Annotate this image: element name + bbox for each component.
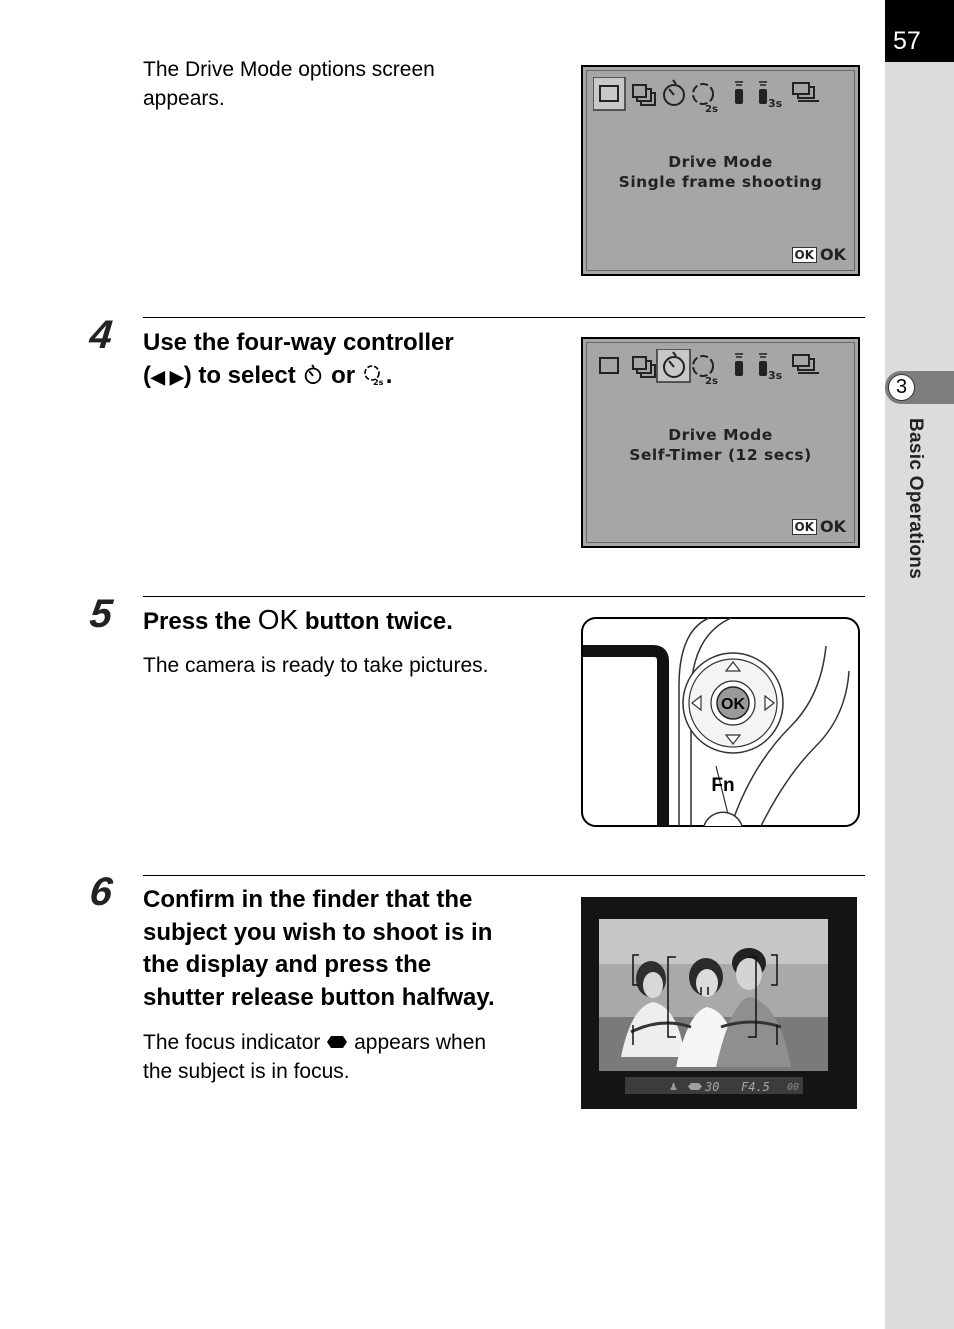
shutter-speed: 30 (705, 1080, 720, 1094)
step6-title: Confirm in the finder that the subject you wish to shoot is in the display and press the shutter release button halfway. (143, 886, 495, 1011)
screen-title: Drive Mode (668, 153, 773, 171)
focus-indicator-icon (326, 1035, 348, 1049)
ok-indicator: OK OK (792, 245, 847, 264)
fn-button-label: Fn (711, 775, 735, 796)
step-number: 5 (87, 592, 115, 636)
divider (143, 596, 865, 597)
step5-body: The camera is ready to take pictures. (143, 654, 489, 677)
ok-indicator: OK OK (792, 517, 847, 536)
four-way-controller-illustration (581, 617, 860, 827)
step6-body: The focus indicator appears when the subject is in focus. (143, 1031, 487, 1083)
viewfinder-illustration (581, 897, 857, 1109)
left-right-arrows: ◀ ▶ (151, 366, 184, 387)
step-number: 6 (87, 870, 115, 914)
screen-subtitle: Self-Timer (12 secs) (629, 446, 812, 464)
svg-text:2s: 2s (705, 376, 718, 387)
ok-button-symbol: OK (257, 604, 299, 635)
self-timer-icon (302, 363, 324, 385)
drive-mode-icons (593, 77, 833, 117)
sidebar (885, 0, 954, 1329)
svg-text:3s: 3s (768, 369, 783, 382)
chapter-title: Basic Operations (905, 418, 926, 580)
svg-text:2s: 2s (372, 377, 384, 386)
focus-indicator-lcd (688, 1083, 702, 1090)
drive-mode-screen-self-timer (581, 337, 860, 548)
people-photo (621, 948, 791, 1067)
svg-text:♟: ♟ (669, 1082, 678, 1093)
screen-title: Drive Mode (668, 426, 773, 444)
drive-mode-icons (593, 349, 833, 389)
screen-subtitle: Single frame shooting (618, 173, 823, 191)
divider (143, 317, 865, 318)
chapter-number: 3 (888, 374, 915, 401)
self-timer-2s-icon (362, 362, 386, 386)
step5-title: Press the OK button twice. (143, 604, 453, 635)
drive-mode-screen-single (581, 65, 860, 276)
step4-title: Use the four-way controller (◀ ▶) to select or 2s . (143, 329, 454, 389)
divider (143, 875, 865, 876)
ok-button-label: OK (721, 696, 745, 713)
step-number: 4 (87, 313, 115, 357)
svg-text:3s: 3s (768, 97, 783, 110)
intro-text: The Drive Mode options screen appears. (143, 58, 435, 110)
frame-count: 00 (787, 1082, 800, 1093)
aperture: F4.5 (741, 1080, 770, 1094)
page-number: 57 (885, 0, 954, 62)
svg-text:2s: 2s (705, 104, 718, 115)
